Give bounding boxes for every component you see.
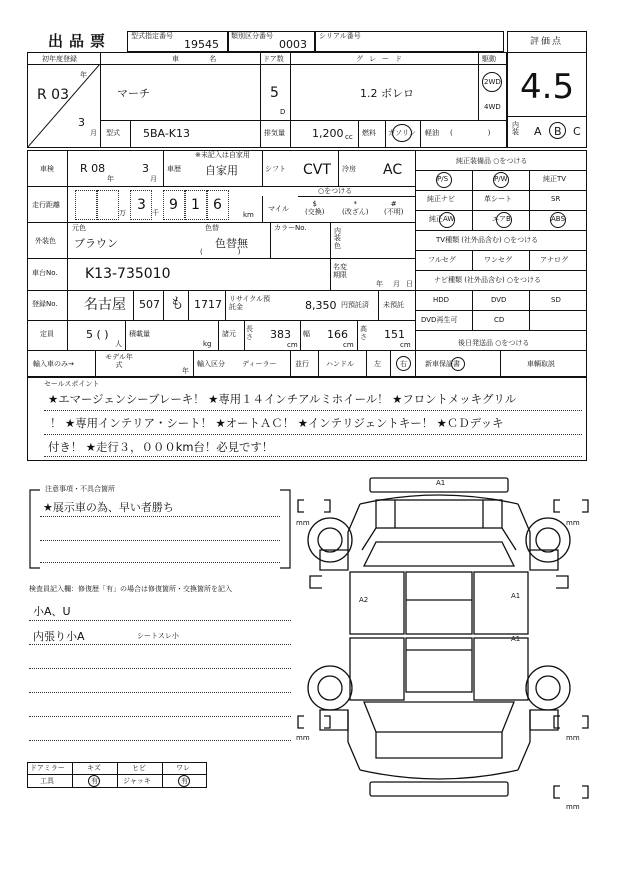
- mileage-digit: 1: [191, 197, 200, 213]
- inspection-year: R 08: [80, 162, 106, 175]
- equip-pw: P/W: [494, 175, 508, 183]
- sales-line-3: 付き！ ★走行３，０００km台！必見です！: [48, 440, 274, 454]
- legend-break: ワレ: [176, 764, 190, 772]
- mileage-unknown: # (不明): [384, 200, 404, 217]
- exterior-color: ブラウン: [74, 237, 118, 250]
- mileage-digit: 9: [169, 197, 178, 213]
- kg-unit: kg: [203, 340, 212, 348]
- chassis-label: 車台No.: [32, 269, 58, 277]
- model-label: 型式: [106, 129, 120, 137]
- later-manual: 車輌取説: [527, 360, 555, 368]
- tv-analog: アナログ: [540, 256, 568, 264]
- door-count: 5: [270, 85, 279, 101]
- inspection-month: 3: [142, 162, 149, 175]
- tv-oneseg: ワンセグ: [484, 256, 512, 264]
- ac-label: 冷房: [342, 165, 356, 173]
- sales-line-1: ★エマージェンシーブレーキ！ ★専用１４インチアルミホイール！ ★フロントメッキグリル: [48, 392, 517, 406]
- tv-fullseg: フルセグ: [428, 256, 456, 264]
- capacity-label: 定員: [40, 330, 54, 338]
- navi-sd: SD: [551, 296, 561, 304]
- orig-color-label: 元色: [72, 224, 86, 232]
- inspector-label: 検査員記入欄：修復歴「有」の場合は修復箇所・交換箇所を記入: [29, 585, 232, 593]
- length-label: 長さ: [246, 325, 253, 341]
- mileage-label: 走行距離: [32, 201, 60, 209]
- legend-tools: 工具: [40, 777, 54, 785]
- mileage-digit: 3: [137, 197, 146, 213]
- drive-2wd: 2WD: [484, 78, 501, 86]
- score-label: 評価点: [530, 37, 564, 47]
- width-label: 幅: [303, 330, 310, 338]
- diesel-label: 軽油: [425, 129, 439, 137]
- equip-navi: 純正ナビ: [427, 195, 455, 203]
- legend-tools-circle: [88, 775, 100, 787]
- interior-grade-a: A: [534, 125, 542, 138]
- reg-kana: も: [170, 296, 184, 312]
- model-year-label: モデル年式: [105, 353, 133, 369]
- vehicle-name: マーチ: [117, 87, 150, 100]
- mm-label: mm: [296, 519, 310, 527]
- grade-label: グレード: [356, 55, 408, 63]
- mm-label: mm: [566, 803, 580, 811]
- equipment-title: 純正装備品 ○をつける: [456, 157, 528, 165]
- shift-label: シフト: [265, 165, 286, 173]
- mileage-swap: $ (交換): [305, 200, 325, 217]
- import-cat-label: 輸入区分: [197, 360, 225, 368]
- mm-label: mm: [566, 734, 580, 742]
- reg-area: 名古屋: [84, 297, 126, 313]
- equip-aw: 純正AW: [429, 215, 455, 223]
- reg-class: 507: [139, 298, 160, 311]
- month-unit: 月: [90, 129, 97, 137]
- damage-mark-front: A1: [436, 479, 446, 487]
- color-code-label: カラーNo.: [274, 224, 307, 232]
- damage-mark-left: A2: [359, 596, 369, 604]
- reg-label: 登録No.: [32, 300, 58, 308]
- equip-tv: 純正TV: [543, 175, 567, 183]
- doors-label: ドア数: [263, 55, 284, 63]
- year-unit: 年: [80, 71, 87, 79]
- recycle-suffix: 円預託済: [341, 301, 369, 309]
- legend-scratch: キズ: [87, 764, 101, 772]
- navi-hdd: HDD: [433, 296, 450, 304]
- legend-crack: ヒビ: [132, 764, 146, 772]
- equip-airbag: エアB: [492, 215, 511, 223]
- drive-label: 駆動: [482, 55, 496, 63]
- import-dealer: ディーラー: [242, 360, 277, 368]
- interior-grade-b: B: [554, 125, 562, 138]
- handle-label: ハンドル: [326, 360, 354, 368]
- drive-4wd: 4WD: [484, 103, 501, 111]
- grade-score: 4.5: [520, 67, 575, 107]
- dim-label: 諸元: [222, 330, 236, 338]
- category-number: 0003: [279, 38, 307, 51]
- equip-airbag-circle: [496, 212, 512, 228]
- mile-label: マイル: [268, 205, 289, 213]
- fuel-other: ( ): [450, 129, 491, 137]
- height: 151: [384, 328, 405, 341]
- designation-number: 19545: [184, 38, 219, 51]
- chassis-number: K13-735010: [85, 266, 171, 282]
- legend-jack: ジャッキ: [123, 777, 151, 785]
- cc-unit: cc: [345, 133, 353, 141]
- color-label: 外装色: [35, 237, 56, 245]
- navi-title: ナビ種類 (社外品含む) ○をつける: [434, 276, 542, 284]
- history-label: 車歴: [167, 165, 181, 173]
- title-day-unit: 日: [406, 280, 413, 288]
- displacement: 1,200: [312, 127, 344, 140]
- serial-label: シリアル番号: [319, 32, 361, 40]
- cm-unit: cm: [287, 341, 298, 349]
- mileage-circle-note: ○をつける: [318, 187, 353, 195]
- fuel-gasoline: ガソリン: [388, 129, 416, 137]
- fuel-circle: [392, 124, 412, 142]
- interior-circle: [549, 122, 566, 139]
- length: 383: [270, 328, 291, 341]
- import-parallel: 並行: [295, 360, 309, 368]
- equip-leather: 革シート: [484, 195, 512, 203]
- sales-label: セールスポイント: [44, 380, 100, 388]
- handle-left: 左: [374, 360, 381, 368]
- interior-color-label: 内装色: [334, 227, 341, 250]
- equip-aw-circle: [439, 212, 455, 228]
- width: 166: [327, 328, 348, 341]
- handle-circle: [396, 356, 411, 371]
- later-title: 後日発送品 ○をつける: [458, 339, 530, 347]
- form-title: 出品票: [48, 32, 112, 50]
- height-label: 高さ: [360, 325, 367, 341]
- navi-dvd-play: DVD再生可: [421, 316, 458, 324]
- door-suffix: D: [280, 108, 286, 116]
- inspector-line-1: 小A、U: [33, 605, 71, 618]
- notes-line-1: ★展示車の為、早い者勝ち: [43, 501, 174, 514]
- car-diagram: [290, 470, 590, 815]
- not-deposited: 未預託: [383, 301, 404, 309]
- vehicle-history: 自家用: [205, 164, 238, 177]
- legend-door-mirror: ドアミラー: [30, 764, 65, 772]
- handle-right: 右: [400, 360, 407, 368]
- cm-unit: cm: [400, 341, 411, 349]
- color-change: 色替無: [215, 237, 248, 250]
- damage-mark-right-rear: A1: [511, 635, 521, 643]
- mileage-digits: 万 3 千 9 1 6 km: [75, 190, 255, 220]
- color-change-label: 色替: [205, 224, 219, 232]
- tv-title: TV種類 (社外品含む) ○をつける: [436, 236, 539, 244]
- history-note: ※未記入は自家用: [195, 151, 250, 159]
- inspector-line-2a: 内張り小A: [33, 630, 85, 643]
- title-year-unit: 年: [376, 280, 383, 288]
- inspection-month-unit: 月: [150, 175, 157, 183]
- ac-type: AC: [383, 162, 403, 178]
- color-paren: ( ): [200, 248, 241, 256]
- legend-jack-circle: [178, 775, 190, 787]
- mileage-tamper: * (改ざん): [342, 200, 369, 217]
- equip-ps: P/S: [437, 175, 449, 183]
- reg-number: 1717: [194, 298, 222, 311]
- equip-abs-circle: [550, 212, 566, 228]
- notes-label: 注意事項・不具合箇所: [45, 485, 115, 493]
- first-reg-label: 初年度登録: [42, 55, 77, 63]
- inspector-line-2b: シートスレ小: [137, 632, 179, 640]
- vehicle-grade: 1.2 ボレロ: [360, 87, 414, 100]
- mm-label: mm: [296, 734, 310, 742]
- legend-tools-yes: 有: [91, 777, 98, 785]
- mm-label: mm: [566, 519, 580, 527]
- inspection-year-unit: 年: [107, 175, 114, 183]
- first-reg-month: 3: [78, 116, 85, 129]
- vehicle-model: 5BA-K13: [143, 127, 191, 140]
- sales-line-2: ！ ★専用インテリア・シート！ ★オートＡＣ！ ★インテリジェントキー！ ★ＣＤデッキ: [50, 416, 504, 430]
- model-year-unit: 年: [182, 367, 189, 375]
- capacity: 5 ( ): [86, 328, 109, 341]
- displacement-label: 排気量: [264, 129, 285, 137]
- interior-label: 内装: [512, 121, 519, 136]
- mileage-digit: 6: [213, 197, 222, 213]
- navi-cd: CD: [494, 316, 505, 324]
- recycle-label: リサイクル預託金: [229, 295, 271, 311]
- first-reg-year: R 03: [37, 87, 69, 103]
- equip-abs: ABS: [551, 215, 565, 223]
- recycle-amount: 8,350: [305, 299, 337, 312]
- inspection-label: 車検: [40, 165, 54, 173]
- designation-label: 型式指定番号: [131, 32, 173, 40]
- cm-unit: cm: [343, 341, 354, 349]
- title-month-unit: 月: [393, 280, 400, 288]
- shift-type: CVT: [303, 162, 331, 178]
- later-warranty: 新車保証書: [425, 360, 460, 368]
- person-unit: 人: [115, 340, 122, 348]
- category-label: 類別区分番号: [231, 32, 273, 40]
- name-label: 車 名: [172, 55, 231, 63]
- legend-jack-yes: 有: [181, 777, 188, 785]
- equip-sr: SR: [551, 195, 561, 203]
- load-label: 積載量: [129, 330, 150, 338]
- fuel-label: 燃料: [362, 129, 376, 137]
- navi-dvd: DVD: [491, 296, 507, 304]
- damage-mark-right-front: A1: [511, 592, 521, 600]
- title-change-label: 名変期限: [333, 263, 347, 279]
- interior-grade-c: C: [573, 125, 581, 138]
- equip-pw-circle: [493, 172, 509, 188]
- import-label: 輸入車のみ→: [33, 360, 74, 368]
- equip-ps-circle: [436, 172, 452, 188]
- later-warranty-circle: [451, 357, 465, 371]
